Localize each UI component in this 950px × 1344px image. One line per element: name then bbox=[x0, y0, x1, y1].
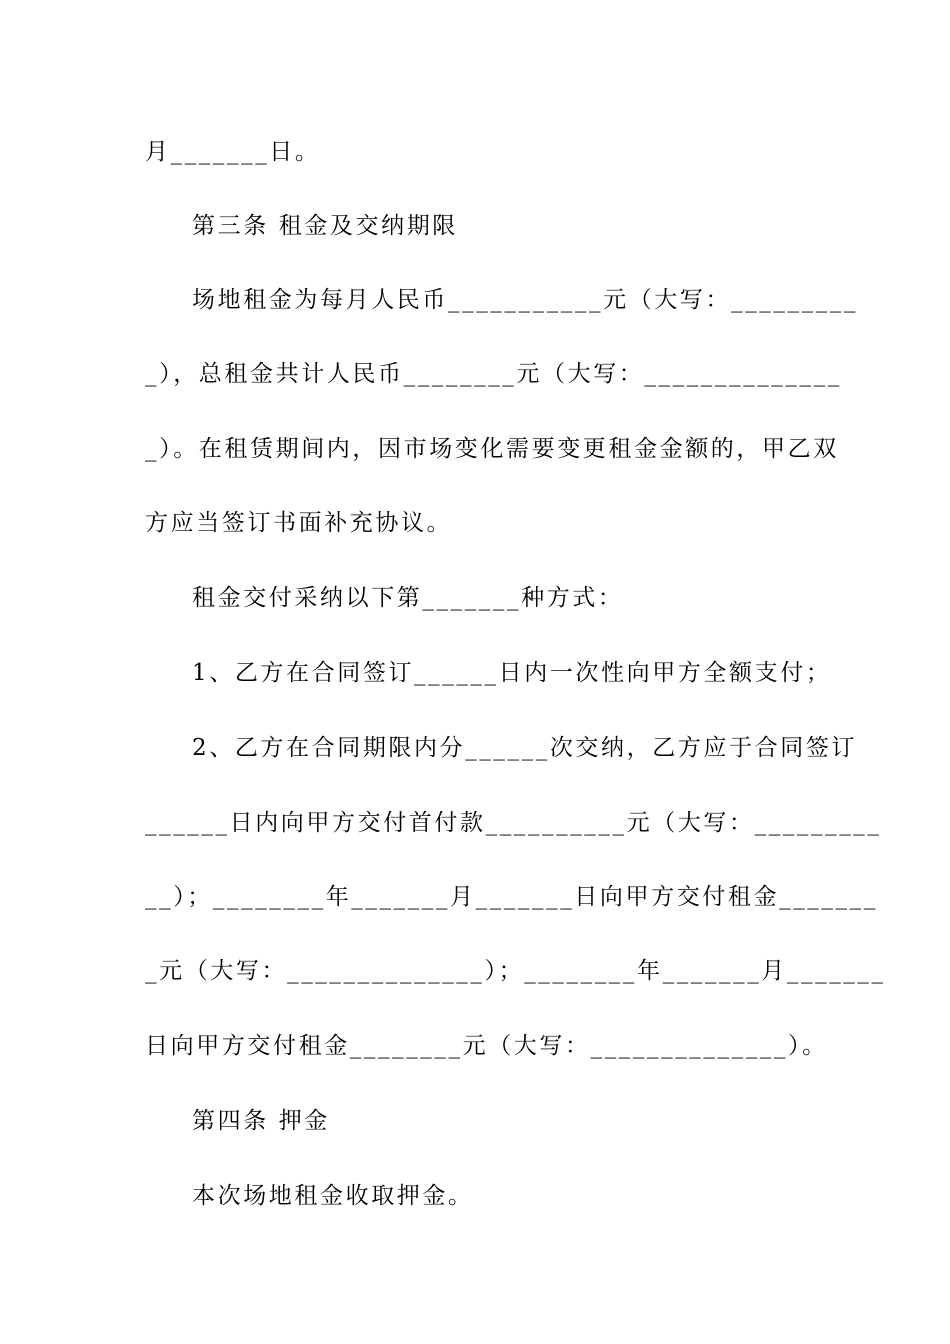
text-line-1: 月_______日。 bbox=[145, 139, 321, 165]
text-line-6: 方应当签订书面补充协议。 bbox=[145, 510, 453, 536]
text-line-13: 日向甲方交付租金________元（大写：______________）。 bbox=[145, 1033, 828, 1059]
text-line-9: 2、乙方在合同期限内分______次交纳，乙方应于合同签订 bbox=[192, 735, 858, 761]
article-3-heading: 第三条 租金及交纳期限 bbox=[192, 213, 458, 239]
text-line-11: __）；________年_______月_______日向甲方交付租金_______ bbox=[145, 884, 878, 910]
text-line-8: 1、乙方在合同签订______日内一次性向甲方全额支付； bbox=[192, 660, 832, 686]
text-line-15: 本次场地租金收取押金。 bbox=[192, 1183, 474, 1209]
text-line-7: 租金交付采纳以下第_______种方式： bbox=[192, 585, 624, 611]
text-line-12: _元（大写：______________）；________年_______月_______ bbox=[145, 958, 886, 984]
text-line-4: _），总租金共计人民币________元（大写：______________ bbox=[145, 361, 842, 387]
text-line-5: _）。在租赁期间内，因市场变化需要变更租金金额的，甲乙双 bbox=[145, 436, 839, 462]
article-4-heading: 第四条 押金 bbox=[192, 1108, 330, 1134]
text-line-3: 场地租金为每月人民币___________元（大写：_________ bbox=[192, 287, 858, 313]
text-line-10: ______日内向甲方交付首付款__________元（大写：_________ bbox=[145, 810, 882, 836]
